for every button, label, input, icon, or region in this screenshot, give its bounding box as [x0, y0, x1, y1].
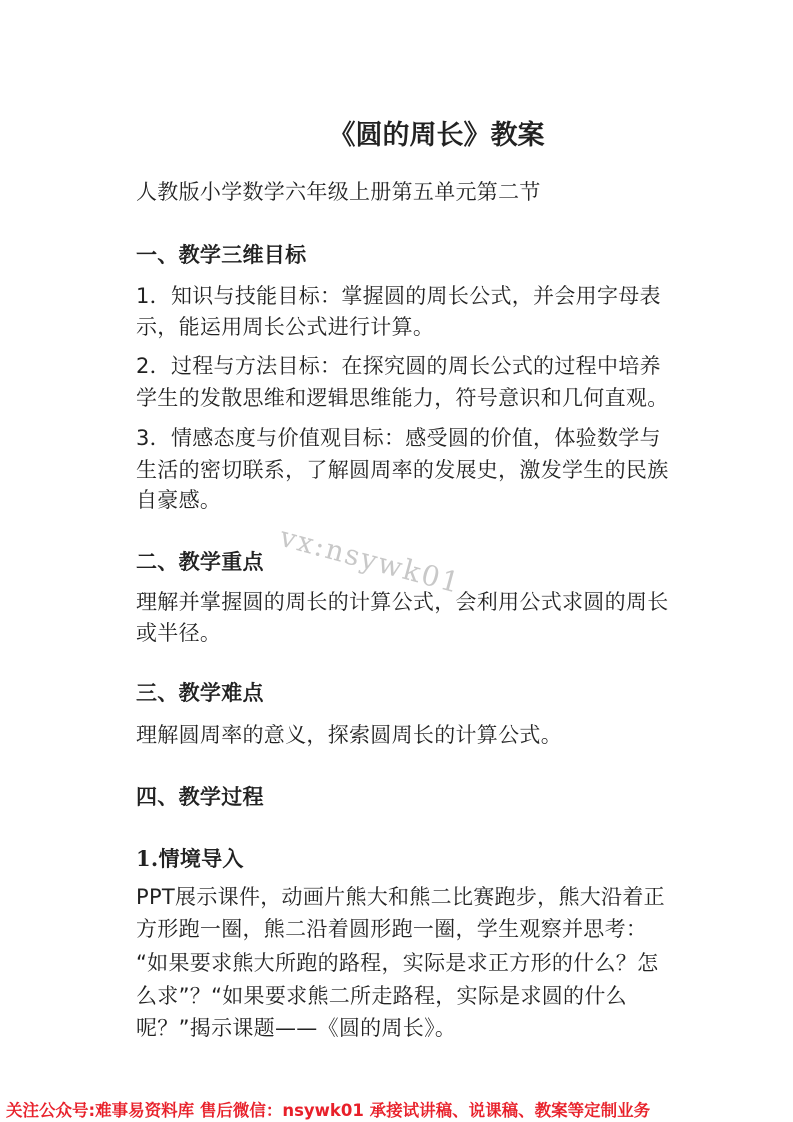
document-title: 《圆的周长》教案: [328, 120, 545, 151]
section-heading-key-points: 二、教学重点: [136, 550, 264, 574]
subsection-heading-intro: 1.情境导入: [136, 846, 244, 871]
watermark: vx:nsywk01: [276, 520, 465, 600]
section-heading-difficulties: 三、教学难点: [136, 681, 264, 705]
section-heading-goals: 一、教学三维目标: [136, 243, 307, 267]
difficulties-line: 理解圆周率的意义，探索圆周长的计算公式。: [136, 723, 562, 747]
intro-line: PPT展示课件，动画片熊大和熊二比赛跑步，熊大沿着正: [136, 885, 665, 909]
footer-banner: 关注公众号:难事易资料库 售后微信：nsywk01 承接试讲稿、说课稿、教案等定制业务: [6, 1101, 651, 1120]
key-points-line: 或半径。: [136, 621, 222, 645]
goal-2-line: 2．过程与方法目标：在探究圆的周长公式的过程中培养: [136, 354, 661, 378]
goal-2-line: 学生的发散思维和逻辑思维能力，符号意识和几何直观。: [136, 386, 669, 410]
goal-3-line: 3．情感态度与价值观目标：感受圆的价值，体验数学与: [136, 426, 661, 450]
intro-line: 么求”？“如果要求熊二所走路程，实际是求圆的什么: [136, 984, 627, 1008]
section-heading-process: 四、教学过程: [136, 785, 264, 809]
key-points-line: 理解并掌握圆的周长的计算公式，会利用公式求圆的周长: [136, 590, 669, 614]
goal-1-line: 1．知识与技能目标：掌握圆的周长公式，并会用字母表: [136, 284, 661, 308]
goal-3-line: 自豪感。: [136, 488, 222, 512]
intro-line: 呢？”揭示课题——《圆的周长》。: [136, 1016, 457, 1040]
subtitle: 人教版小学数学六年级上册第五单元第二节: [136, 180, 541, 204]
goal-1-line: 示，能运用周长公式进行计算。: [136, 315, 435, 339]
intro-line: “如果要求熊大所跑的路程，实际是求正方形的什么？怎: [136, 951, 659, 975]
intro-line: 方形跑一圈，熊二沿着圆形跑一圈，学生观察并思考：: [136, 917, 648, 941]
goal-3-line: 生活的密切联系，了解圆周率的发展史，激发学生的民族: [136, 458, 669, 482]
